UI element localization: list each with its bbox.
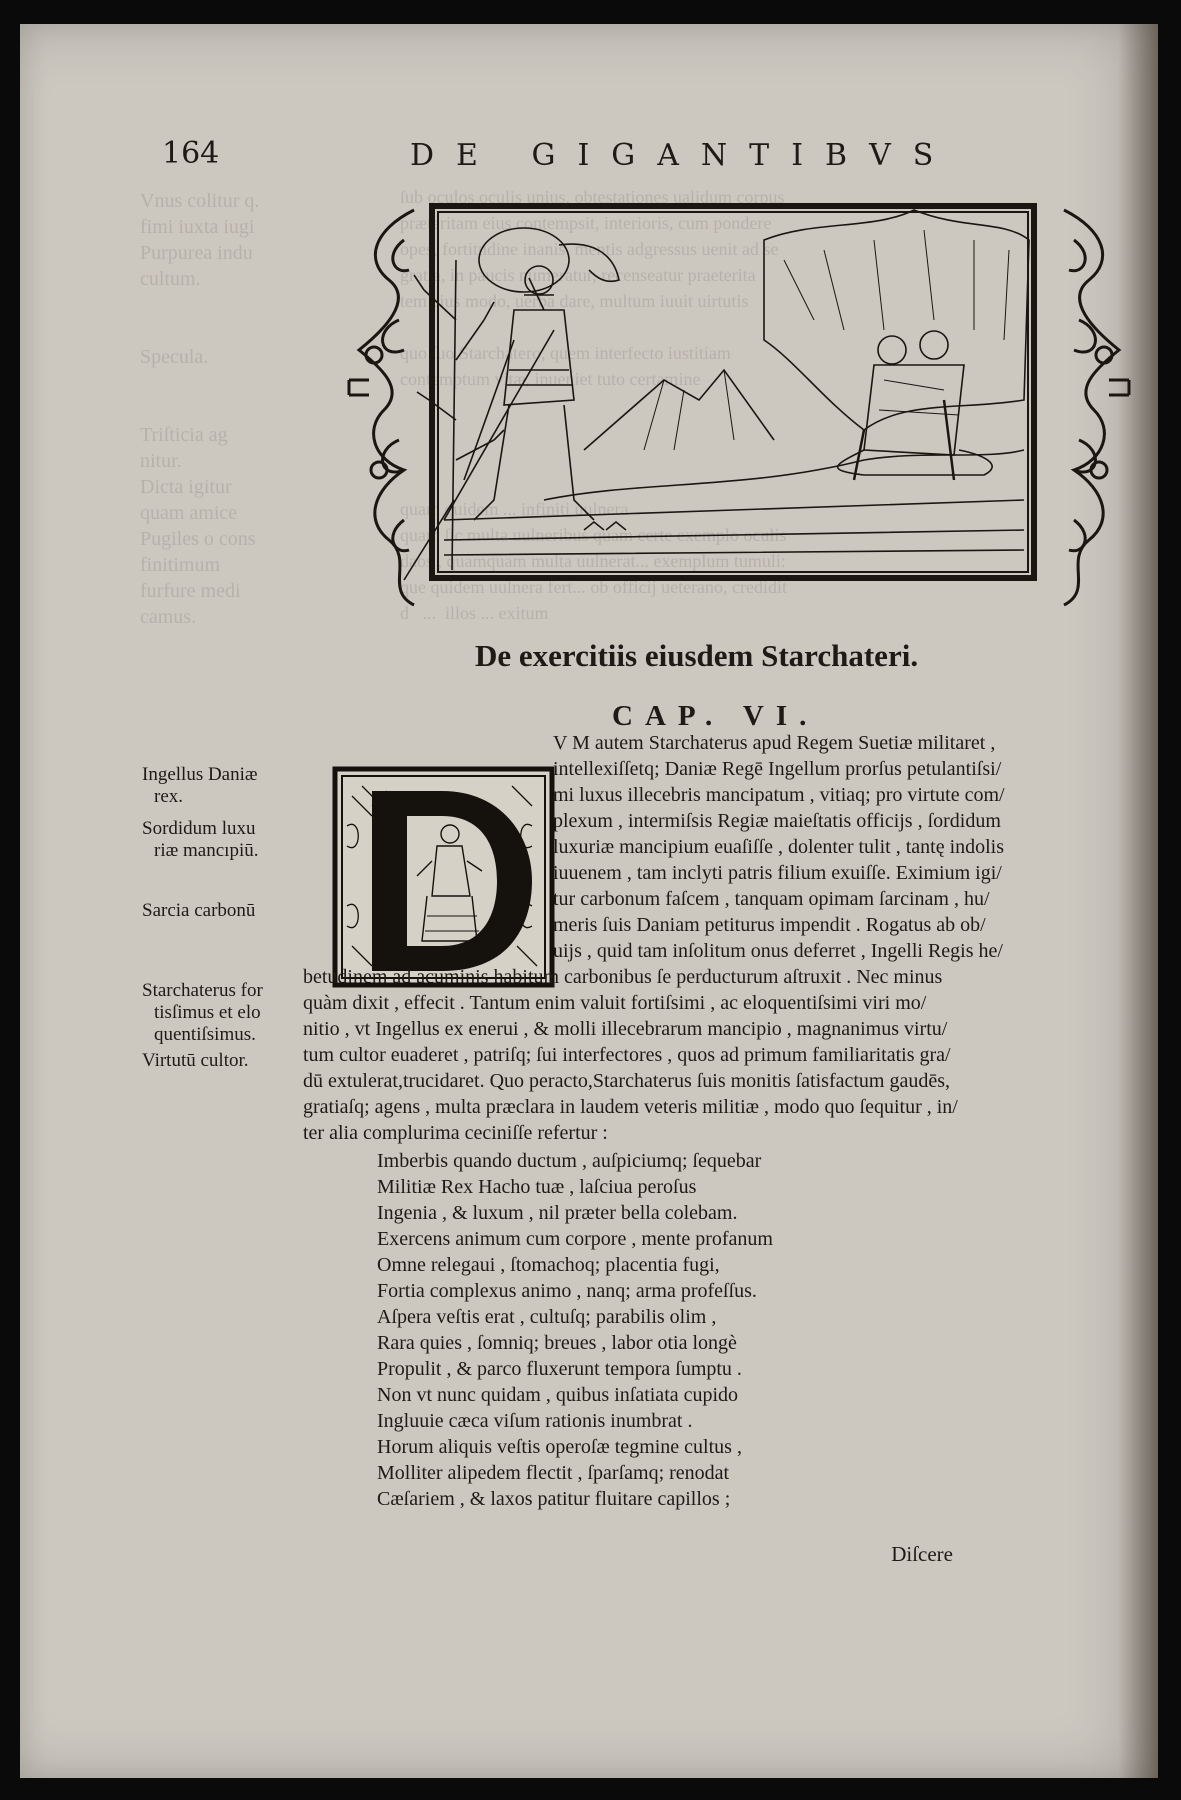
woodcut-illustration xyxy=(344,200,1134,610)
verse-line: Horum aliquis veſtis operoſæ tegmine cultus , xyxy=(377,1436,742,1458)
verse-line: Cæſariem , & laxos patitur fluitare capillos ; xyxy=(377,1488,731,1510)
running-head: DE GIGANTIBVS xyxy=(410,138,956,173)
body-line: plexum , intermiſsis Regiæ maieſtatis officijs , ſordidum xyxy=(553,810,1001,832)
verse-line: Aſpera veſtis erat , cultuſq; parabilis olim , xyxy=(377,1306,717,1328)
margin-note-line: Starchaterus for xyxy=(142,980,263,1001)
body-line: intellexiſſetq; Daniæ Regē Ingellum prorſus petulantiſsi/ xyxy=(553,758,1002,780)
margin-note-line: riæ mancıpiū. xyxy=(154,840,259,861)
body-line: dū extulerat,trucidaret. Quo peracto,Starchaterus ſuis monitis ſatisfactum gaudēs, xyxy=(303,1070,951,1092)
margin-note-starchaterus xyxy=(142,980,263,1046)
body-line: gratiaſq; agens , multa præclara in laudem veteris militiæ , modo quo ſequitur , in/ xyxy=(303,1096,958,1118)
margin-note-line: quentiſsimus. xyxy=(154,1024,256,1045)
body-line: tur carbonum faſcem , tanquam opimam ſarcinam , hu/ xyxy=(553,888,990,910)
chapter-title: De exercitiis eiusdem Starchateri. xyxy=(475,638,919,673)
verse-line: Propulit , & parco fluxerunt tempora ſumptu . xyxy=(377,1358,742,1380)
ornament-left xyxy=(349,210,414,605)
verse-line: Omne relegaui , ſtomachoq; placentia fugi, xyxy=(377,1254,720,1276)
body-line: mi luxus illecebris mancipatum , vitiaq; pro virtute com/ xyxy=(553,784,1005,806)
verse-line: Imberbis quando ductum , auſpiciumq; ſequebar xyxy=(377,1150,762,1172)
body-line: luxuriæ mancipium euaſiſſe , dolenter tulit , tantę indolis xyxy=(553,836,1005,858)
verse-line: Non vt nunc quidam , quibus inſatiata cupido xyxy=(377,1384,739,1406)
body-line: quàm dixit , effecit . Tantum enim valuit fortiſsimi , ac eloquentiſsimi viri mo/ xyxy=(303,992,927,1014)
margin-note-line: tisſimus et elo xyxy=(154,1002,261,1023)
margin-note-virtutum xyxy=(142,1050,249,1072)
page-number: 164 xyxy=(162,136,220,171)
body-line: ter alia complurima ceciniſſe refertur : xyxy=(303,1122,608,1144)
chapter-number: CAP. VI. xyxy=(612,700,819,732)
ornament-right xyxy=(1064,210,1129,605)
bleed-through-left: Vnus colitur q. fimi iuxta iugi Purpurea indu cultum. Specula. Triſticia ag nitur. Dicta igitur quam amice Pugiles o cons finitimum furfure medi camus. xyxy=(140,190,260,628)
verse-line: Molliter alipedem flectit , ſparſamq; renodat xyxy=(377,1462,730,1484)
verse-line: Militiæ Rex Hacho tuæ , laſciua peroſus xyxy=(377,1176,697,1198)
margin-note-line: Sarcia carbonū xyxy=(142,900,256,921)
book-page xyxy=(20,24,1158,1778)
body-line: V M autem Starchaterus apud Regem Suetiæ militaret , xyxy=(553,732,996,754)
margin-note-line: rex. xyxy=(154,786,184,807)
body-line: uijs , quid tam inſolitum onus deferret , Ingelli Regis he/ xyxy=(553,940,1003,962)
verse-line: Rara quies , ſomniq; breues , labor otia longè xyxy=(377,1332,737,1354)
margin-note-ingellus xyxy=(142,764,258,808)
verse-line: Ingluuie cæca viſum rationis inumbrat . xyxy=(377,1410,693,1432)
margin-note-sarcia xyxy=(142,900,255,922)
verse-line: Exercens animum cum corpore , mente profanum xyxy=(377,1228,773,1250)
body-line: iuuenem , tam inclyti patris filium exuiſſe. Eximium igi/ xyxy=(553,862,1002,884)
catchword: Diſcere xyxy=(891,1542,953,1566)
body-line: meris ſuis Daniam petiturus impendit . Rogatus ab ob/ xyxy=(553,914,986,936)
margin-note-line: Virtutū cultor. xyxy=(142,1050,249,1071)
verse-line: Ingenia , & luxum , nil præter bella colebam. xyxy=(377,1202,738,1224)
bleed-through-right: ſub oculos oculis unius, obtestationes ualidum corpus præteritam eius contempsit, interioris, cum pondere opes, fortitudine inanis, mentis adgressus uenit ad se gratia, in paucis numeratur, recenseatur praeterita tem eius modo, uerba dare, multum iuuit uirtutis quo ſuo Starchatero, quem interfecto iustitiam contemptum vitæ, inueniet tuto certamine quam quidem ... infiniti uulnera quam ſic multa uulneribus quam certe exemplo oculis daos , quamquam multa uulnerat... exemplum tumuli: que quidem uulnera fert... ob officij ueterano, credidit d ... illos ... exitum xyxy=(400,187,788,623)
margin-note-line: Sordidum luxu xyxy=(142,818,256,839)
decorated-initial-d xyxy=(332,766,555,988)
verse-line: Fortia complexus animo , nanq; arma profeſſus. xyxy=(377,1280,757,1302)
body-line: betudinem ad acuminis habitum carbonibus ſe perducturum aſtruxit . Nec minus xyxy=(303,966,943,988)
margin-note-line: Ingellus Daniæ xyxy=(142,764,258,785)
margin-note-sordidum xyxy=(142,818,258,862)
body-line: tum cultor euaderet , patriſq; ſui interfectores , quos ad primum familiaritatis gra/ xyxy=(303,1044,951,1066)
body-line: nitio , vt Ingellus ex enerui , & molli illecebrarum mancipio , magnanimus virtu/ xyxy=(303,1018,948,1040)
